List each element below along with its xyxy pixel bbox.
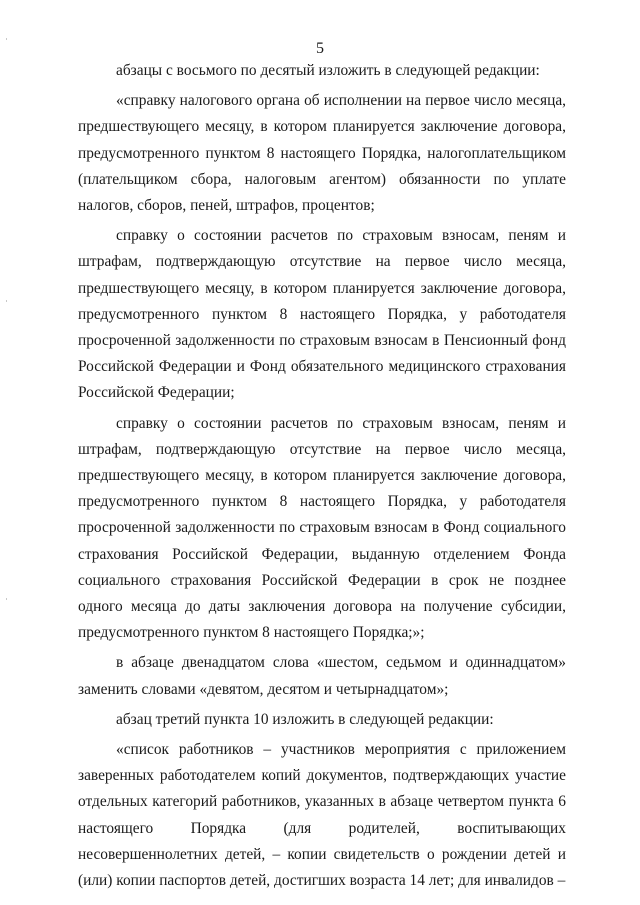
paragraph: «список работников – участников мероприятия с приложением заверенных работодателем копий документов, подтверждающих участие отдельных категорий работников, указанных в абзаце четвертом пункта 6 настоящего Порядка (для родителей, воспитывающих несовершеннолетних детей, – копии свидетельств о рождении детей и (или) копии паспортов детей, достигших возраста 14 лет; для инвалидов – (78, 741, 566, 890)
paragraph: абзац третий пункта 10 изложить в следующей редакции: (116, 710, 494, 728)
paragraph: в абзаце двенадцатом слова «шестом, седьмом и одиннадцатом» заменить словами «девятом, десятом и четырнадцатом»; (78, 654, 566, 698)
scan-mark (6, 598, 7, 600)
paragraph: справку о состоянии расчетов по страховым взносам, пеням и штрафам, подтверждающую отсутствие на первое число месяца, предшествующего месяцу, в котором планируется заключение договора, предусмотренного пунктом 8 настоящего Порядка, у работодателя просроченной задолженности по страховым взносам в Пенсионный фонд Российской Федерации и Фонд обязательного медицинского страхования Российской Федерации; (78, 227, 566, 402)
document-body (78, 58, 566, 894)
paragraph: «справку налогового органа об исполнении на первое число месяца, предшествующего месяцу, в котором планируется заключение договора, предусмотренного пунктом 8 настоящего Порядка, налогоплательщиком (плательщиком сбора, налоговым агентом) обязанности по уплате налогов, сборов, пеней, штрафов, процентов; (78, 92, 566, 215)
paragraph: справку о состоянии расчетов по страховым взносам, пеням и штрафам, подтверждающую отсутствие на первое число месяца, предшествующего месяцу, в котором планируется заключение договора, предусмотренного пунктом 8 настоящего Порядка, у работодателя просроченной задолженности по страховым взносам в Фонд социального страхования Российской Федерации, выданную отделением Фонда социального страхования Российской Федерации в срок не позднее одного месяца до даты заключения договора на получение субсидии, предусмотренного пунктом 8 настоящего Порядка;»; (78, 414, 566, 642)
paragraph: абзацы с восьмого по десятый изложить в следующей редакции: (116, 62, 540, 79)
scan-mark (6, 300, 7, 302)
page-number: 5 (316, 40, 324, 57)
